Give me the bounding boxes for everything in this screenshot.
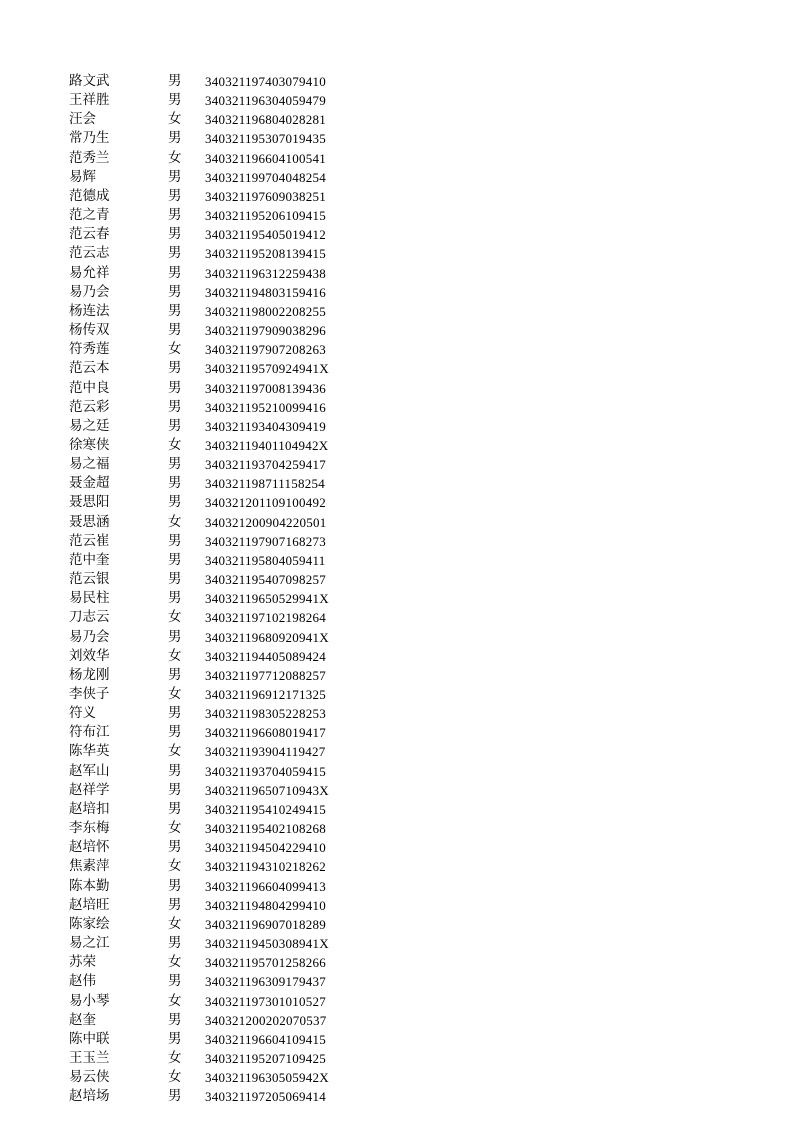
name-cell: 陈华英	[69, 743, 110, 760]
id-number-cell: 340321197909038296	[205, 323, 327, 339]
gender-cell: 男	[168, 475, 182, 492]
name-cell: 刘效华	[69, 647, 110, 664]
table-row	[0, 1011, 793, 1030]
id-number-cell: 340321200904220501	[205, 514, 327, 530]
gender-cell: 男	[168, 551, 182, 568]
name-cell: 范云彩	[69, 398, 110, 415]
gender-cell: 女	[168, 341, 182, 358]
name-cell: 易云侠	[69, 1069, 110, 1086]
id-number-cell: 340321195210099416	[205, 399, 327, 415]
id-number-cell: 340321194803159416	[205, 284, 327, 300]
gender-cell: 男	[168, 800, 182, 817]
gender-cell: 男	[168, 839, 182, 856]
table-row	[0, 206, 793, 225]
name-cell: 赵培旺	[69, 896, 110, 913]
name-cell: 汪会	[69, 111, 96, 128]
id-number-cell: 340321195307019435	[205, 131, 327, 147]
name-cell: 易允祥	[69, 264, 110, 281]
gender-cell: 女	[168, 513, 182, 530]
name-cell: 范德成	[69, 187, 110, 204]
gender-cell: 男	[168, 532, 182, 549]
table-row	[0, 685, 793, 704]
gender-cell: 男	[168, 226, 182, 243]
gender-cell: 男	[168, 877, 182, 894]
name-cell: 聂金超	[69, 475, 110, 492]
table-row	[0, 398, 793, 417]
table-row	[0, 704, 793, 723]
table-row	[0, 359, 793, 378]
table-row	[0, 1068, 793, 1087]
name-cell: 常乃生	[69, 130, 110, 147]
id-number-cell: 340321194405089424	[205, 648, 327, 664]
gender-cell: 男	[168, 705, 182, 722]
name-cell: 陈中联	[69, 1030, 110, 1047]
id-number-cell: 340321195407098257	[205, 572, 327, 588]
id-number-cell: 340321198305228253	[205, 706, 327, 722]
gender-cell: 女	[168, 149, 182, 166]
name-cell: 聂思阳	[69, 494, 110, 511]
name-cell: 王玉兰	[69, 1049, 110, 1066]
id-number-cell: 340321198711158254	[205, 476, 326, 492]
table-row	[0, 340, 793, 359]
spreadsheet-table	[0, 72, 793, 1106]
table-row	[0, 992, 793, 1011]
table-row	[0, 493, 793, 512]
id-number-cell: 340321197205069414	[205, 1089, 327, 1105]
gender-cell: 男	[168, 935, 182, 952]
id-number-cell: 34032119401104942X	[205, 437, 329, 453]
gender-cell: 男	[168, 1088, 182, 1105]
id-number-cell: 34032119650710943X	[205, 782, 329, 798]
name-cell: 范云崔	[69, 532, 110, 549]
id-number-cell: 340321193404309419	[205, 418, 327, 434]
table-row	[0, 1030, 793, 1049]
id-number-cell: 340321197008139436	[205, 380, 327, 396]
table-row	[0, 589, 793, 608]
id-number-cell: 340321196604109415	[205, 1031, 327, 1047]
id-number-cell: 340321196804028281	[205, 112, 327, 128]
table-row	[0, 149, 793, 168]
id-number-cell: 340321195208139415	[205, 246, 327, 262]
id-number-cell: 340321195206109415	[205, 208, 327, 224]
id-number-cell: 340321201109100492	[205, 495, 327, 511]
id-number-cell: 340321194504229410	[205, 840, 327, 856]
gender-cell: 男	[168, 322, 182, 339]
gender-cell: 女	[168, 1069, 182, 1086]
table-row	[0, 819, 793, 838]
name-cell: 符布江	[69, 724, 110, 741]
name-cell: 赵军山	[69, 762, 110, 779]
name-cell: 易民柱	[69, 590, 110, 607]
table-row	[0, 1049, 793, 1068]
table-row	[0, 72, 793, 91]
gender-cell: 男	[168, 494, 182, 511]
gender-cell: 男	[168, 973, 182, 990]
gender-cell: 女	[168, 743, 182, 760]
id-number-cell: 340321197403079410	[205, 74, 327, 89]
name-cell: 范云银	[69, 571, 110, 588]
gender-cell: 男	[168, 571, 182, 588]
gender-cell: 女	[168, 609, 182, 626]
name-cell: 符义	[69, 705, 96, 722]
table-row	[0, 91, 793, 110]
id-number-cell: 340321195701258266	[205, 955, 327, 971]
name-cell: 路文武	[69, 73, 110, 89]
id-number-cell: 34032119680920941X	[205, 629, 329, 645]
gender-cell: 男	[168, 187, 182, 204]
name-cell: 陈家绘	[69, 915, 110, 932]
gender-cell: 男	[168, 724, 182, 741]
gender-cell: 男	[168, 417, 182, 434]
name-cell: 范云志	[69, 245, 110, 262]
table-row	[0, 972, 793, 991]
name-cell: 易之江	[69, 935, 110, 952]
name-cell: 符秀莲	[69, 341, 110, 358]
id-number-cell: 34032119630505942X	[205, 1070, 329, 1086]
table-row	[0, 838, 793, 857]
id-number-cell: 340321194310218262	[205, 859, 327, 875]
table-row	[0, 417, 793, 436]
table-row	[0, 915, 793, 934]
name-cell: 赵伟	[69, 973, 96, 990]
id-number-cell: 34032119450308941X	[205, 936, 329, 952]
table-row	[0, 647, 793, 666]
name-cell: 杨传双	[69, 322, 110, 339]
gender-cell: 男	[168, 73, 182, 89]
gender-cell: 男	[168, 628, 182, 645]
id-number-cell: 340321196604100541	[205, 150, 327, 166]
name-cell: 易乃会	[69, 283, 110, 300]
id-number-cell: 340321197907208263	[205, 342, 327, 358]
table-row	[0, 532, 793, 551]
name-cell: 范云本	[69, 360, 110, 377]
gender-cell: 女	[168, 954, 182, 971]
table-row	[0, 513, 793, 532]
table-row	[0, 436, 793, 455]
name-cell: 范之青	[69, 207, 110, 224]
table-row	[0, 302, 793, 321]
table-row	[0, 225, 793, 244]
gender-cell: 男	[168, 302, 182, 319]
id-number-cell: 340321197102198264	[205, 610, 327, 626]
table-row	[0, 110, 793, 129]
name-cell: 焦素萍	[69, 858, 110, 875]
name-cell: 赵奎	[69, 1011, 96, 1028]
id-number-cell: 340321195405019412	[205, 227, 327, 243]
id-number-cell: 340321195804059411	[205, 552, 326, 568]
table-row	[0, 551, 793, 570]
name-cell: 李东梅	[69, 820, 110, 837]
id-number-cell: 340321196907018289	[205, 916, 327, 932]
gender-cell: 女	[168, 992, 182, 1009]
table-row	[0, 723, 793, 742]
gender-cell: 女	[168, 1049, 182, 1066]
id-number-cell: 340321197609038251	[205, 188, 327, 204]
id-number-cell: 340321198002208255	[205, 303, 327, 319]
name-cell: 易之福	[69, 456, 110, 473]
name-cell: 赵培场	[69, 1088, 110, 1105]
gender-cell: 女	[168, 436, 182, 453]
table-row	[0, 781, 793, 800]
gender-cell: 男	[168, 283, 182, 300]
table-row	[0, 800, 793, 819]
id-number-cell: 340321195207109425	[205, 1050, 327, 1066]
name-cell: 赵培怀	[69, 839, 110, 856]
table-row	[0, 742, 793, 761]
name-cell: 徐寒侠	[69, 436, 110, 453]
table-row	[0, 877, 793, 896]
table-row	[0, 762, 793, 781]
gender-cell: 男	[168, 168, 182, 185]
table-row	[0, 953, 793, 972]
table-row	[0, 857, 793, 876]
name-cell: 刀志云	[69, 609, 110, 626]
id-number-cell: 340321196309179437	[205, 974, 327, 990]
table-row	[0, 666, 793, 685]
table-row	[0, 264, 793, 283]
gender-cell: 女	[168, 686, 182, 702]
id-number-cell: 340321194804299410	[205, 897, 327, 913]
gender-cell: 男	[168, 264, 182, 281]
table-row	[0, 474, 793, 493]
name-cell: 王祥胜	[69, 92, 110, 109]
gender-cell: 男	[168, 130, 182, 147]
id-number-cell: 340321195410249415	[205, 801, 327, 817]
name-cell: 易乃会	[69, 628, 110, 645]
gender-cell: 男	[168, 1030, 182, 1047]
gender-cell: 男	[168, 379, 182, 396]
gender-cell: 男	[168, 1011, 182, 1028]
table-row	[0, 628, 793, 647]
name-cell: 李侠子	[69, 686, 110, 702]
gender-cell: 男	[168, 245, 182, 262]
name-cell: 范中奎	[69, 551, 110, 568]
name-cell: 苏荣	[69, 954, 96, 971]
id-number-cell: 340321197712088257	[205, 667, 327, 683]
gender-cell: 女	[168, 111, 182, 128]
id-number-cell: 34032119650529941X	[205, 591, 329, 607]
gender-cell: 男	[168, 896, 182, 913]
id-number-cell: 340321199704048254	[205, 169, 327, 185]
gender-cell: 男	[168, 207, 182, 224]
gender-cell: 男	[168, 762, 182, 779]
gender-cell: 男	[168, 781, 182, 798]
name-cell: 杨龙刚	[69, 666, 110, 683]
gender-cell: 男	[168, 398, 182, 415]
name-cell: 易辉	[69, 168, 96, 185]
table-row	[0, 129, 793, 148]
id-number-cell: 340321200202070537	[205, 1012, 327, 1028]
gender-cell: 女	[168, 915, 182, 932]
table-row	[0, 168, 793, 187]
id-number-cell: 340321193704059415	[205, 763, 327, 779]
gender-cell: 男	[168, 590, 182, 607]
id-number-cell: 34032119570924941X	[205, 361, 329, 377]
name-cell: 范秀兰	[69, 149, 110, 166]
table-row	[0, 608, 793, 627]
table-row	[0, 187, 793, 206]
table-row	[0, 455, 793, 474]
name-cell: 范中良	[69, 379, 110, 396]
gender-cell: 男	[168, 666, 182, 683]
table-row	[0, 283, 793, 302]
id-number-cell: 340321195402108268	[205, 821, 327, 837]
id-number-cell: 340321196608019417	[205, 725, 327, 741]
name-cell: 陈本勤	[69, 877, 110, 894]
name-cell: 范云春	[69, 226, 110, 243]
name-cell: 易小琴	[69, 992, 110, 1009]
table-row	[0, 570, 793, 589]
gender-cell: 女	[168, 647, 182, 664]
id-number-cell: 340321193904119427	[205, 744, 326, 760]
gender-cell: 男	[168, 92, 182, 109]
table-row	[0, 1087, 793, 1106]
table-row	[0, 896, 793, 915]
table-row	[0, 379, 793, 398]
id-number-cell: 340321196312259438	[205, 265, 327, 281]
gender-cell: 男	[168, 360, 182, 377]
gender-cell: 男	[168, 456, 182, 473]
name-cell: 聂思涵	[69, 513, 110, 530]
gender-cell: 女	[168, 820, 182, 837]
name-cell: 杨连法	[69, 302, 110, 319]
name-cell: 赵培扣	[69, 800, 110, 817]
name-cell: 易之廷	[69, 417, 110, 434]
table-row	[0, 934, 793, 953]
gender-cell: 女	[168, 858, 182, 875]
id-number-cell: 340321197907168273	[205, 533, 327, 549]
id-number-cell: 340321196912171325	[205, 687, 327, 702]
table-row	[0, 321, 793, 340]
id-number-cell: 340321196604099413	[205, 878, 327, 894]
id-number-cell: 340321196304059479	[205, 93, 327, 109]
id-number-cell: 340321197301010527	[205, 993, 327, 1009]
table-row	[0, 244, 793, 263]
id-number-cell: 340321193704259417	[205, 457, 327, 473]
name-cell: 赵祥学	[69, 781, 110, 798]
